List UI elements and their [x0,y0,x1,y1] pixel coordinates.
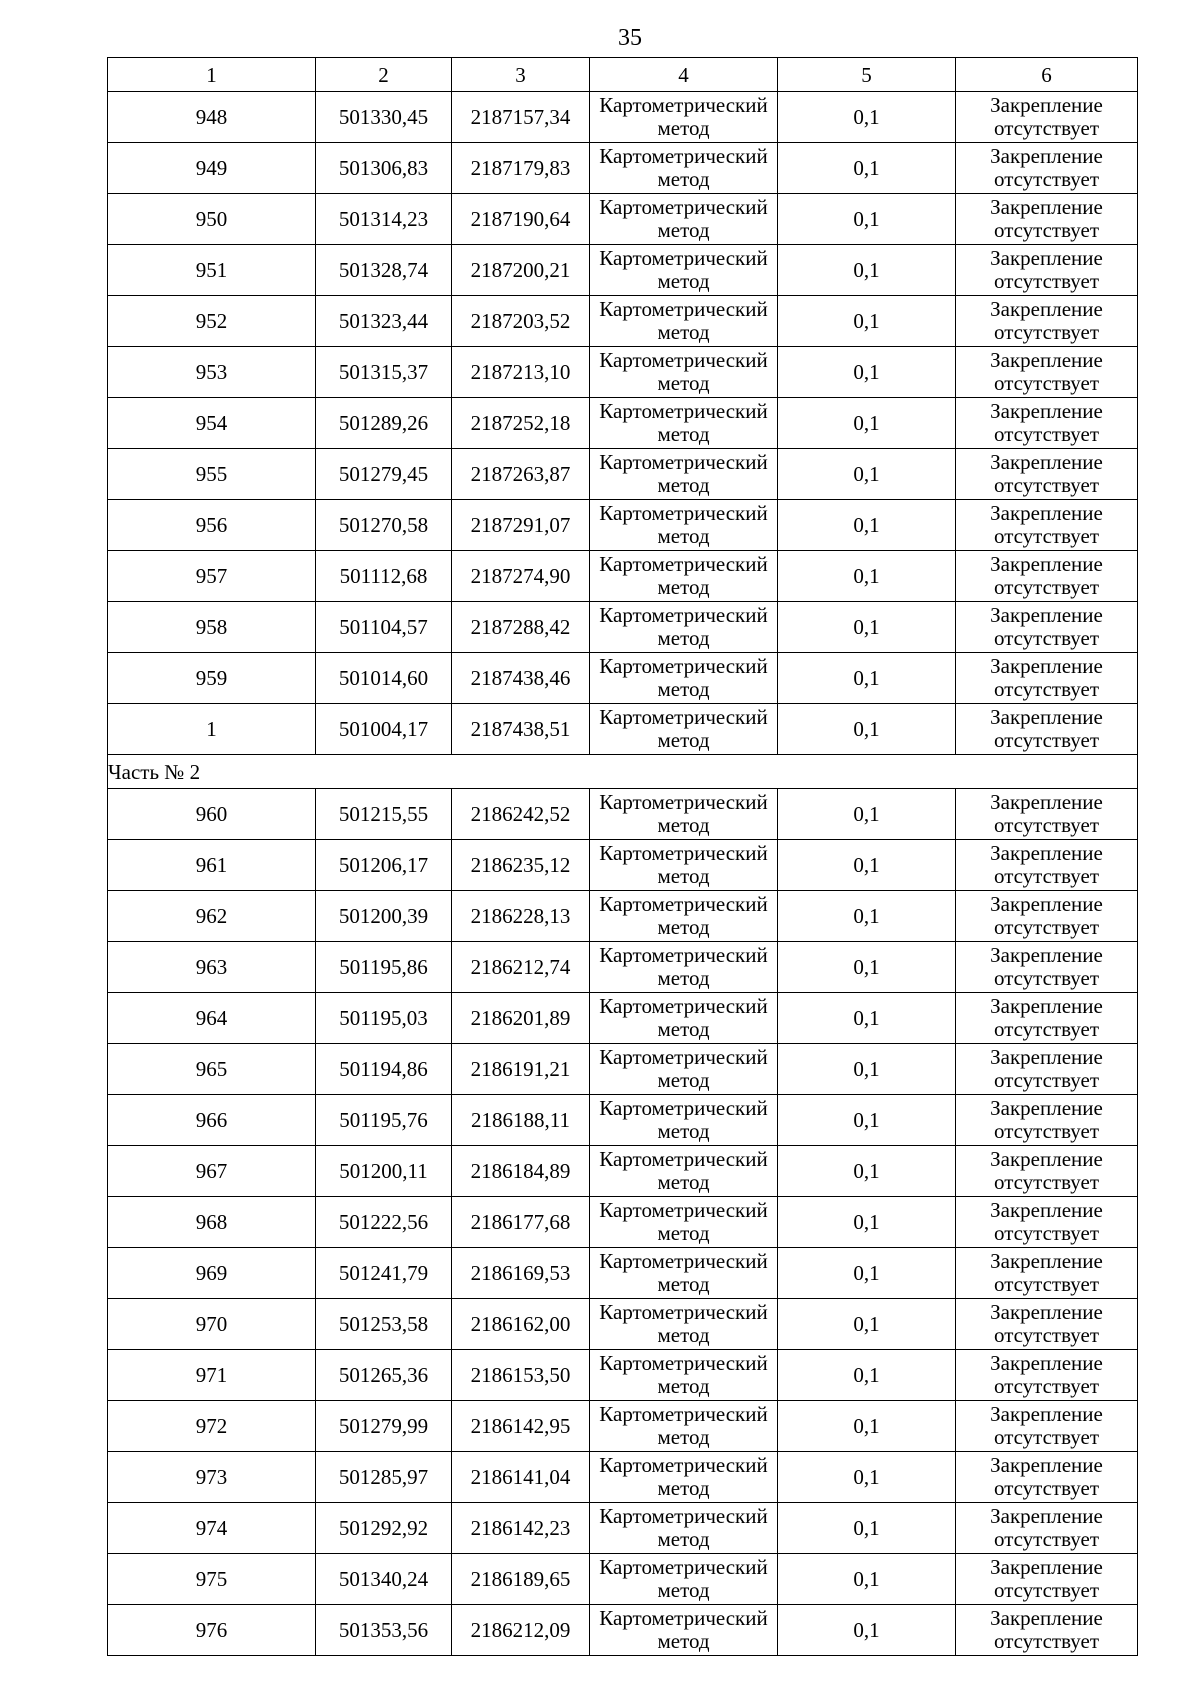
x-coordinate-cell: 501330,45 [316,92,452,143]
table-row [108,245,1138,296]
fixing-description-cell: Закрепление отсутствует [956,1248,1138,1299]
table-row [108,143,1138,194]
accuracy-cell: 0,1 [778,1299,956,1350]
fixing-description-cell: Закрепление отсутствует [956,1197,1138,1248]
fixing-description-cell: Закрепление отсутствует [956,1095,1138,1146]
fixing-description-cell: Закрепление отсутствует [956,704,1138,755]
table-row [108,653,1138,704]
column-header: 3 [452,58,590,92]
point-number-cell: 960 [108,789,316,840]
accuracy-cell: 0,1 [778,1503,956,1554]
x-coordinate-cell: 501195,03 [316,993,452,1044]
x-coordinate-cell: 501195,86 [316,942,452,993]
table-row [108,840,1138,891]
table-row [108,1146,1138,1197]
x-coordinate-cell: 501200,39 [316,891,452,942]
table-row [108,704,1138,755]
fixing-description-cell: Закрепление отсутствует [956,1503,1138,1554]
method-cell: Картометрический метод [590,1452,778,1503]
x-coordinate-cell: 501289,26 [316,398,452,449]
method-cell: Картометрический метод [590,449,778,500]
y-coordinate-cell: 2186142,23 [452,1503,590,1554]
x-coordinate-cell: 501215,55 [316,789,452,840]
x-coordinate-cell: 501306,83 [316,143,452,194]
method-cell: Картометрический метод [590,1605,778,1656]
column-header: 4 [590,58,778,92]
table-row [108,1452,1138,1503]
y-coordinate-cell: 2186162,00 [452,1299,590,1350]
y-coordinate-cell: 2186184,89 [452,1146,590,1197]
point-number-cell: 971 [108,1350,316,1401]
point-number-cell: 961 [108,840,316,891]
y-coordinate-cell: 2186188,11 [452,1095,590,1146]
point-number-cell: 969 [108,1248,316,1299]
method-cell: Картометрический метод [590,194,778,245]
accuracy-cell: 0,1 [778,1350,956,1401]
x-coordinate-cell: 501323,44 [316,296,452,347]
accuracy-cell: 0,1 [778,891,956,942]
y-coordinate-cell: 2186212,09 [452,1605,590,1656]
method-cell: Картометрический метод [590,1197,778,1248]
column-header: 6 [956,58,1138,92]
accuracy-cell: 0,1 [778,143,956,194]
y-coordinate-cell: 2186191,21 [452,1044,590,1095]
fixing-description-cell: Закрепление отсутствует [956,993,1138,1044]
point-number-cell: 963 [108,942,316,993]
method-cell: Картометрический метод [590,1350,778,1401]
point-number-cell: 951 [108,245,316,296]
fixing-description-cell: Закрепление отсутствует [956,194,1138,245]
method-cell: Картометрический метод [590,993,778,1044]
section-label: Часть № 2 [108,755,1138,789]
accuracy-cell: 0,1 [778,449,956,500]
method-cell: Картометрический метод [590,398,778,449]
fixing-description-cell: Закрепление отсутствует [956,1146,1138,1197]
method-cell: Картометрический метод [590,347,778,398]
point-number-cell: 953 [108,347,316,398]
y-coordinate-cell: 2186212,74 [452,942,590,993]
x-coordinate-cell: 501253,58 [316,1299,452,1350]
x-coordinate-cell: 501112,68 [316,551,452,602]
x-coordinate-cell: 501340,24 [316,1554,452,1605]
y-coordinate-cell: 2187203,52 [452,296,590,347]
x-coordinate-cell: 501314,23 [316,194,452,245]
fixing-description-cell: Закрепление отсутствует [956,1044,1138,1095]
accuracy-cell: 0,1 [778,347,956,398]
y-coordinate-cell: 2187263,87 [452,449,590,500]
fixing-description-cell: Закрепление отсутствует [956,891,1138,942]
y-coordinate-cell: 2186169,53 [452,1248,590,1299]
method-cell: Картометрический метод [590,1146,778,1197]
method-cell: Картометрический метод [590,1554,778,1605]
x-coordinate-cell: 501328,74 [316,245,452,296]
accuracy-cell: 0,1 [778,92,956,143]
x-coordinate-cell: 501265,36 [316,1350,452,1401]
accuracy-cell: 0,1 [778,653,956,704]
table-row [108,1401,1138,1452]
table-row [108,602,1138,653]
table-row [108,1605,1138,1656]
fixing-description-cell: Закрепление отсутствует [956,1401,1138,1452]
accuracy-cell: 0,1 [778,704,956,755]
point-number-cell: 958 [108,602,316,653]
fixing-description-cell: Закрепление отсутствует [956,1350,1138,1401]
table-row [108,551,1138,602]
table-row [108,398,1138,449]
x-coordinate-cell: 501241,79 [316,1248,452,1299]
method-cell: Картометрический метод [590,1044,778,1095]
table-row [108,296,1138,347]
x-coordinate-cell: 501285,97 [316,1452,452,1503]
accuracy-cell: 0,1 [778,296,956,347]
point-number-cell: 968 [108,1197,316,1248]
y-coordinate-cell: 2186242,52 [452,789,590,840]
column-header: 5 [778,58,956,92]
fixing-description-cell: Закрепление отсутствует [956,347,1138,398]
coordinates-table [107,57,1138,1656]
method-cell: Картометрический метод [590,653,778,704]
fixing-description-cell: Закрепление отсутствует [956,942,1138,993]
y-coordinate-cell: 2186153,50 [452,1350,590,1401]
point-number-cell: 949 [108,143,316,194]
table-row [108,1350,1138,1401]
x-coordinate-cell: 501292,92 [316,1503,452,1554]
method-cell: Картометрический метод [590,704,778,755]
point-number-cell: 948 [108,92,316,143]
y-coordinate-cell: 2187213,10 [452,347,590,398]
method-cell: Картометрический метод [590,602,778,653]
x-coordinate-cell: 501004,17 [316,704,452,755]
table-row [108,1044,1138,1095]
y-coordinate-cell: 2187274,90 [452,551,590,602]
y-coordinate-cell: 2186177,68 [452,1197,590,1248]
table-header-row [108,58,1138,92]
point-number-cell: 973 [108,1452,316,1503]
accuracy-cell: 0,1 [778,1554,956,1605]
point-number-cell: 964 [108,993,316,1044]
y-coordinate-cell: 2187200,21 [452,245,590,296]
fixing-description-cell: Закрепление отсутствует [956,1452,1138,1503]
point-number-cell: 959 [108,653,316,704]
column-header: 2 [316,58,452,92]
y-coordinate-cell: 2187288,42 [452,602,590,653]
point-number-cell: 1 [108,704,316,755]
point-number-cell: 950 [108,194,316,245]
accuracy-cell: 0,1 [778,942,956,993]
method-cell: Картометрический метод [590,891,778,942]
point-number-cell: 975 [108,1554,316,1605]
point-number-cell: 966 [108,1095,316,1146]
y-coordinate-cell: 2186235,12 [452,840,590,891]
fixing-description-cell: Закрепление отсутствует [956,789,1138,840]
y-coordinate-cell: 2187179,83 [452,143,590,194]
accuracy-cell: 0,1 [778,1044,956,1095]
y-coordinate-cell: 2187291,07 [452,500,590,551]
accuracy-cell: 0,1 [778,551,956,602]
table-row [108,1248,1138,1299]
fixing-description-cell: Закрепление отсутствует [956,1299,1138,1350]
y-coordinate-cell: 2187190,64 [452,194,590,245]
accuracy-cell: 0,1 [778,1197,956,1248]
method-cell: Картометрический метод [590,1095,778,1146]
table-row [108,891,1138,942]
table-row [108,92,1138,143]
point-number-cell: 972 [108,1401,316,1452]
point-number-cell: 965 [108,1044,316,1095]
y-coordinate-cell: 2186201,89 [452,993,590,1044]
fixing-description-cell: Закрепление отсутствует [956,398,1138,449]
x-coordinate-cell: 501353,56 [316,1605,452,1656]
method-cell: Картометрический метод [590,942,778,993]
x-coordinate-cell: 501222,56 [316,1197,452,1248]
fixing-description-cell: Закрепление отсутствует [956,92,1138,143]
accuracy-cell: 0,1 [778,500,956,551]
method-cell: Картометрический метод [590,92,778,143]
point-number-cell: 970 [108,1299,316,1350]
point-number-cell: 974 [108,1503,316,1554]
method-cell: Картометрический метод [590,840,778,891]
accuracy-cell: 0,1 [778,1095,956,1146]
y-coordinate-cell: 2187252,18 [452,398,590,449]
fixing-description-cell: Закрепление отсутствует [956,653,1138,704]
table-row [108,194,1138,245]
x-coordinate-cell: 501279,45 [316,449,452,500]
point-number-cell: 957 [108,551,316,602]
point-number-cell: 967 [108,1146,316,1197]
fixing-description-cell: Закрепление отсутствует [956,1605,1138,1656]
point-number-cell: 962 [108,891,316,942]
point-number-cell: 976 [108,1605,316,1656]
method-cell: Картометрический метод [590,1401,778,1452]
table-row [108,1299,1138,1350]
accuracy-cell: 0,1 [778,840,956,891]
point-number-cell: 952 [108,296,316,347]
table-row [108,1554,1138,1605]
y-coordinate-cell: 2186228,13 [452,891,590,942]
table-row [108,1503,1138,1554]
table-row [108,449,1138,500]
fixing-description-cell: Закрепление отсутствует [956,245,1138,296]
x-coordinate-cell: 501270,58 [316,500,452,551]
fixing-description-cell: Закрепление отсутствует [956,1554,1138,1605]
table-row [108,993,1138,1044]
x-coordinate-cell: 501200,11 [316,1146,452,1197]
table-row [108,942,1138,993]
x-coordinate-cell: 501315,37 [316,347,452,398]
page-number: 35 [618,25,642,51]
y-coordinate-cell: 2186189,65 [452,1554,590,1605]
method-cell: Картометрический метод [590,296,778,347]
fixing-description-cell: Закрепление отсутствует [956,551,1138,602]
accuracy-cell: 0,1 [778,1401,956,1452]
accuracy-cell: 0,1 [778,398,956,449]
coordinates-table-body [108,58,1138,1656]
fixing-description-cell: Закрепление отсутствует [956,143,1138,194]
accuracy-cell: 0,1 [778,1605,956,1656]
method-cell: Картометрический метод [590,1503,778,1554]
method-cell: Картометрический метод [590,245,778,296]
x-coordinate-cell: 501206,17 [316,840,452,891]
section-row [108,755,1138,789]
column-header: 1 [108,58,316,92]
method-cell: Картометрический метод [590,551,778,602]
table-row [108,500,1138,551]
x-coordinate-cell: 501194,86 [316,1044,452,1095]
x-coordinate-cell: 501014,60 [316,653,452,704]
table-row [108,1197,1138,1248]
point-number-cell: 954 [108,398,316,449]
fixing-description-cell: Закрепление отсутствует [956,296,1138,347]
method-cell: Картометрический метод [590,1248,778,1299]
fixing-description-cell: Закрепление отсутствует [956,449,1138,500]
accuracy-cell: 0,1 [778,1248,956,1299]
y-coordinate-cell: 2187157,34 [452,92,590,143]
table-row [108,1095,1138,1146]
accuracy-cell: 0,1 [778,245,956,296]
y-coordinate-cell: 2186142,95 [452,1401,590,1452]
accuracy-cell: 0,1 [778,1146,956,1197]
x-coordinate-cell: 501279,99 [316,1401,452,1452]
method-cell: Картометрический метод [590,1299,778,1350]
fixing-description-cell: Закрепление отсутствует [956,602,1138,653]
x-coordinate-cell: 501104,57 [316,602,452,653]
table-row [108,347,1138,398]
fixing-description-cell: Закрепление отсутствует [956,500,1138,551]
method-cell: Картометрический метод [590,789,778,840]
point-number-cell: 956 [108,500,316,551]
y-coordinate-cell: 2186141,04 [452,1452,590,1503]
x-coordinate-cell: 501195,76 [316,1095,452,1146]
accuracy-cell: 0,1 [778,993,956,1044]
point-number-cell: 955 [108,449,316,500]
method-cell: Картометрический метод [590,500,778,551]
method-cell: Картометрический метод [590,143,778,194]
accuracy-cell: 0,1 [778,1452,956,1503]
accuracy-cell: 0,1 [778,602,956,653]
y-coordinate-cell: 2187438,51 [452,704,590,755]
y-coordinate-cell: 2187438,46 [452,653,590,704]
fixing-description-cell: Закрепление отсутствует [956,840,1138,891]
table-row [108,789,1138,840]
accuracy-cell: 0,1 [778,194,956,245]
accuracy-cell: 0,1 [778,789,956,840]
